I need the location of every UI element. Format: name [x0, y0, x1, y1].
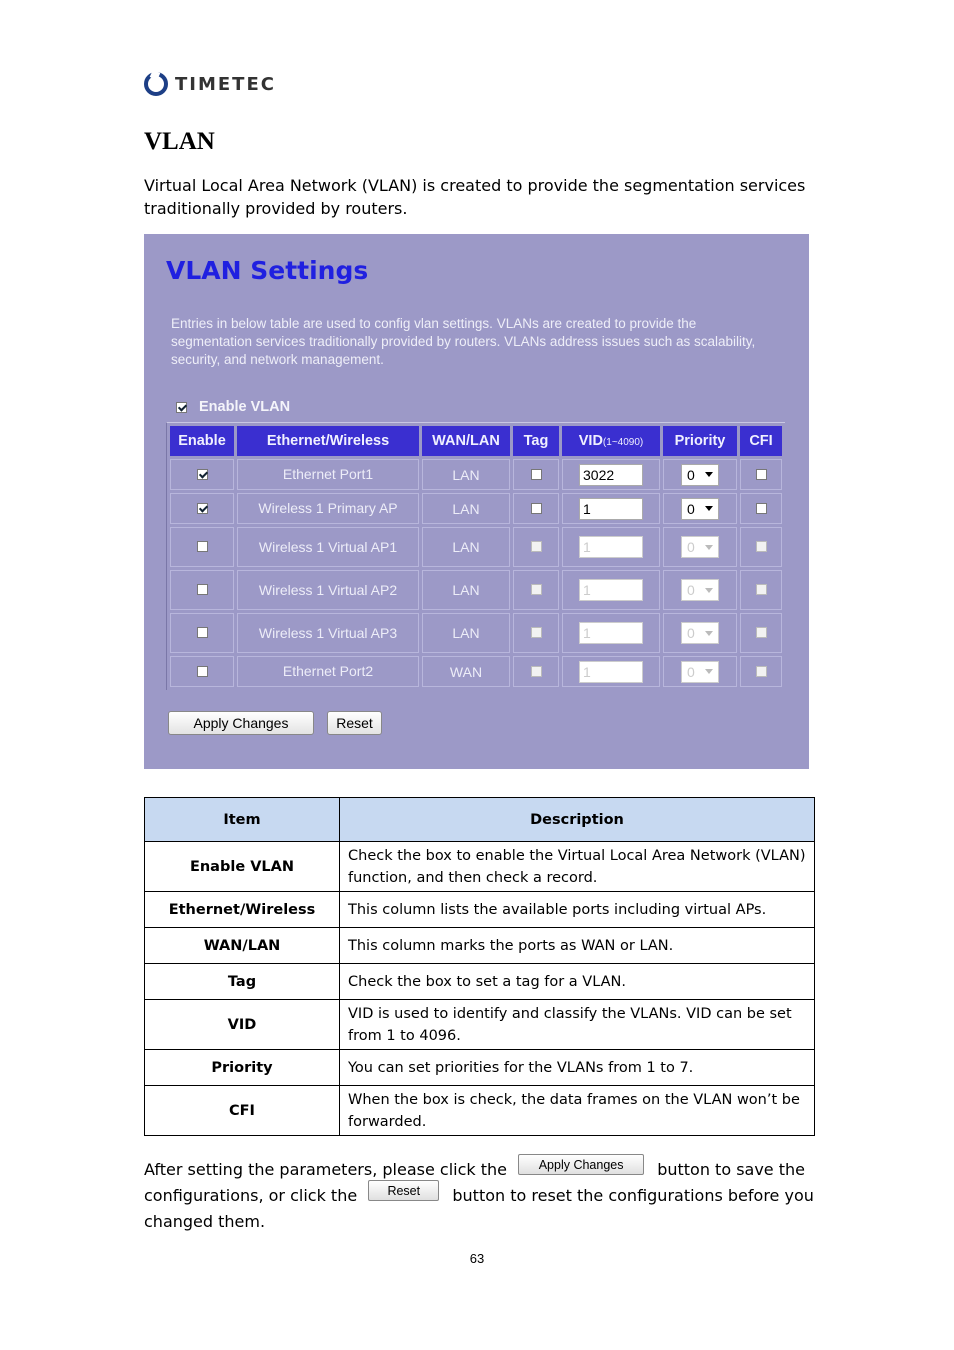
- row-priority-value: 0: [687, 539, 695, 555]
- row-enable-checkbox[interactable]: [197, 541, 208, 552]
- row-enable-cell: [170, 527, 234, 567]
- description-item: Ethernet/Wireless: [145, 892, 340, 928]
- row-priority-cell: [663, 570, 737, 610]
- description-item: Enable VLAN: [145, 842, 340, 892]
- apply-changes-button[interactable]: Apply Changes: [168, 711, 314, 735]
- row-enable-cell: [170, 656, 234, 687]
- row-tag-checkbox[interactable]: [531, 666, 542, 677]
- row-tag-cell: [513, 493, 559, 524]
- col-vid-range: (1~4090): [602, 437, 644, 448]
- row-wanlan: LAN: [422, 570, 510, 610]
- row-wanlan: LAN: [422, 459, 510, 490]
- row-cfi-cell: [740, 570, 782, 610]
- chevron-down-icon: [705, 472, 713, 477]
- row-priority-select[interactable]: [681, 661, 719, 683]
- description-row: [145, 892, 815, 928]
- row-tag-cell: [513, 459, 559, 490]
- row-port: Ethernet Port2: [237, 656, 419, 687]
- description-row: [145, 1000, 815, 1050]
- row-tag-checkbox[interactable]: [531, 541, 542, 552]
- footer-text-2: button to save the configurations, or click the: [144, 1160, 805, 1205]
- footer-text-1: After setting the parameters, please click the: [144, 1160, 507, 1179]
- row-port: Ethernet Port1: [237, 459, 419, 490]
- chevron-down-icon: [705, 506, 713, 511]
- description-item: WAN/LAN: [145, 928, 340, 964]
- logo-text: TIMETEC: [175, 73, 276, 95]
- vlan-row: [170, 656, 782, 687]
- footer-paragraph: [144, 1157, 824, 1235]
- header-description: Description: [340, 798, 815, 842]
- description-item: Priority: [145, 1050, 340, 1086]
- description-row: [145, 964, 815, 1000]
- row-enable-cell: [170, 459, 234, 490]
- row-tag-checkbox[interactable]: [531, 469, 542, 480]
- row-vid-input[interactable]: 3022: [579, 464, 643, 486]
- col-priority: Priority: [663, 426, 737, 456]
- row-vid-input[interactable]: 1: [579, 622, 643, 644]
- row-vid-cell: [562, 493, 660, 524]
- row-priority-cell: [663, 493, 737, 524]
- col-vid-label: VID: [578, 433, 603, 449]
- inline-reset-button[interactable]: Reset: [368, 1180, 439, 1201]
- vlan-row: [170, 527, 782, 567]
- panel-description: Entries in below table are used to config vlan settings. VLANs are created to provide the segmentation services traditionally provided by routers. VLANs address issues such as scalability, security, and network management.: [171, 316, 756, 367]
- row-tag-checkbox[interactable]: [531, 584, 542, 595]
- row-vid-cell: [562, 613, 660, 653]
- description-row: [145, 842, 815, 892]
- vlan-row: [170, 613, 782, 653]
- row-cfi-cell: [740, 527, 782, 567]
- row-cfi-cell: [740, 493, 782, 524]
- row-vid-cell: [562, 527, 660, 567]
- row-cfi-checkbox[interactable]: [756, 503, 767, 514]
- row-priority-cell: [663, 459, 737, 490]
- row-tag-checkbox[interactable]: [531, 503, 542, 514]
- page-number: 63: [469, 1251, 485, 1266]
- reset-button[interactable]: Reset: [327, 711, 382, 735]
- row-priority-value: 0: [687, 663, 695, 680]
- row-port: Wireless 1 Virtual AP2: [237, 570, 419, 610]
- col-cfi: CFI: [740, 426, 782, 456]
- row-priority-select[interactable]: [681, 464, 719, 486]
- row-vid-cell: [562, 656, 660, 687]
- row-wanlan: WAN: [422, 656, 510, 687]
- inline-apply-changes-button[interactable]: Apply Changes: [518, 1154, 644, 1175]
- row-enable-checkbox[interactable]: [197, 627, 208, 638]
- description-text: You can set priorities for the VLANs from 1 to 7.: [340, 1050, 815, 1086]
- enable-vlan-row: [176, 399, 290, 415]
- header-item: Item: [145, 798, 340, 842]
- description-table: [144, 797, 815, 1136]
- row-priority-select[interactable]: [681, 536, 719, 558]
- row-vid-cell: [562, 570, 660, 610]
- row-vid-cell: [562, 459, 660, 490]
- row-tag-checkbox[interactable]: [531, 627, 542, 638]
- enable-vlan-label: Enable VLAN: [199, 399, 291, 415]
- description-row: [145, 1050, 815, 1086]
- row-tag-cell: [513, 527, 559, 567]
- row-tag-cell: [513, 656, 559, 687]
- col-vid: [562, 426, 660, 456]
- row-vid-input[interactable]: 1: [579, 536, 643, 558]
- col-wanlan: WAN/LAN: [422, 426, 510, 456]
- enable-vlan-checkbox[interactable]: [176, 402, 187, 413]
- row-cfi-cell: [740, 656, 782, 687]
- row-cfi-checkbox[interactable]: [756, 584, 767, 595]
- row-enable-cell: [170, 570, 234, 610]
- footer-text-3: button to reset the configurations before you changed them.: [144, 1186, 814, 1231]
- row-priority-value: 0: [687, 466, 695, 483]
- col-tag: Tag: [513, 426, 559, 456]
- intro-paragraph: Virtual Local Area Network (VLAN) is created to provide the segmentation services traditionally provided by routers.: [144, 176, 806, 218]
- description-text: This column marks the ports as WAN or LAN.: [340, 928, 815, 964]
- row-priority-cell: [663, 527, 737, 567]
- vlan-table-body: [170, 459, 782, 687]
- row-enable-checkbox[interactable]: [197, 469, 208, 480]
- row-cfi-checkbox[interactable]: [756, 469, 767, 480]
- col-enable: Enable: [170, 426, 234, 456]
- row-tag-cell: [513, 570, 559, 610]
- page-title: VLAN: [144, 128, 215, 155]
- row-vid-input[interactable]: 1: [579, 579, 643, 601]
- description-text: Check the box to enable the Virtual Local Area Network (VLAN) function, and then check a record.: [340, 842, 815, 892]
- description-item: VID: [145, 1000, 340, 1050]
- description-text: This column lists the available ports including virtual APs.: [340, 892, 815, 928]
- row-priority-value: 0: [687, 625, 695, 641]
- row-enable-checkbox[interactable]: [197, 584, 208, 595]
- row-port: Wireless 1 Virtual AP3: [237, 613, 419, 653]
- description-text: Check the box to set a tag for a VLAN.: [340, 964, 815, 1000]
- row-enable-cell: [170, 493, 234, 524]
- vlan-row: [170, 570, 782, 610]
- panel-title: VLAN Settings: [166, 256, 369, 285]
- row-priority-select[interactable]: [681, 622, 719, 644]
- chevron-down-icon: [705, 588, 713, 593]
- row-tag-cell: [513, 613, 559, 653]
- row-wanlan: LAN: [422, 613, 510, 653]
- description-table-header: [145, 798, 815, 842]
- description-text: When the box is check, the data frames on the VLAN won’t be forwarded.: [340, 1086, 815, 1136]
- description-row: [145, 1086, 815, 1136]
- description-table-body: [145, 842, 815, 1136]
- row-wanlan: LAN: [422, 493, 510, 524]
- vlan-settings-panel: [144, 234, 809, 769]
- vlan-table-header: [170, 426, 782, 456]
- row-cfi-cell: [740, 459, 782, 490]
- row-cfi-checkbox[interactable]: [756, 627, 767, 638]
- row-priority-select[interactable]: [681, 579, 719, 601]
- row-port: Wireless 1 Virtual AP1: [237, 527, 419, 567]
- row-priority-value: 0: [687, 500, 695, 517]
- description-item: CFI: [145, 1086, 340, 1136]
- row-priority-value: 0: [687, 582, 695, 598]
- vlan-table: [166, 422, 785, 690]
- col-port: Ethernet/Wireless: [237, 426, 419, 456]
- row-enable-checkbox[interactable]: [197, 666, 208, 677]
- row-priority-cell: [663, 656, 737, 687]
- vlan-row: [170, 459, 782, 490]
- timetec-logo: [144, 68, 276, 100]
- row-cfi-checkbox[interactable]: [756, 666, 767, 677]
- chevron-down-icon: [705, 631, 713, 636]
- row-cfi-cell: [740, 613, 782, 653]
- logo-ring-icon: [144, 72, 168, 96]
- row-enable-cell: [170, 613, 234, 653]
- row-cfi-checkbox[interactable]: [756, 541, 767, 552]
- description-item: Tag: [145, 964, 340, 1000]
- chevron-down-icon: [705, 669, 713, 674]
- description-row: [145, 928, 815, 964]
- row-vid-input[interactable]: 1: [579, 498, 643, 520]
- description-text: VID is used to identify and classify the VLANs. VID can be set from 1 to 4096.: [340, 1000, 815, 1050]
- row-priority-select[interactable]: [681, 498, 719, 520]
- row-wanlan: LAN: [422, 527, 510, 567]
- vlan-row: [170, 493, 782, 524]
- row-vid-input[interactable]: 1: [579, 661, 643, 683]
- row-port: Wireless 1 Primary AP: [237, 493, 419, 524]
- chevron-down-icon: [705, 545, 713, 550]
- row-priority-cell: [663, 613, 737, 653]
- row-enable-checkbox[interactable]: [197, 503, 208, 514]
